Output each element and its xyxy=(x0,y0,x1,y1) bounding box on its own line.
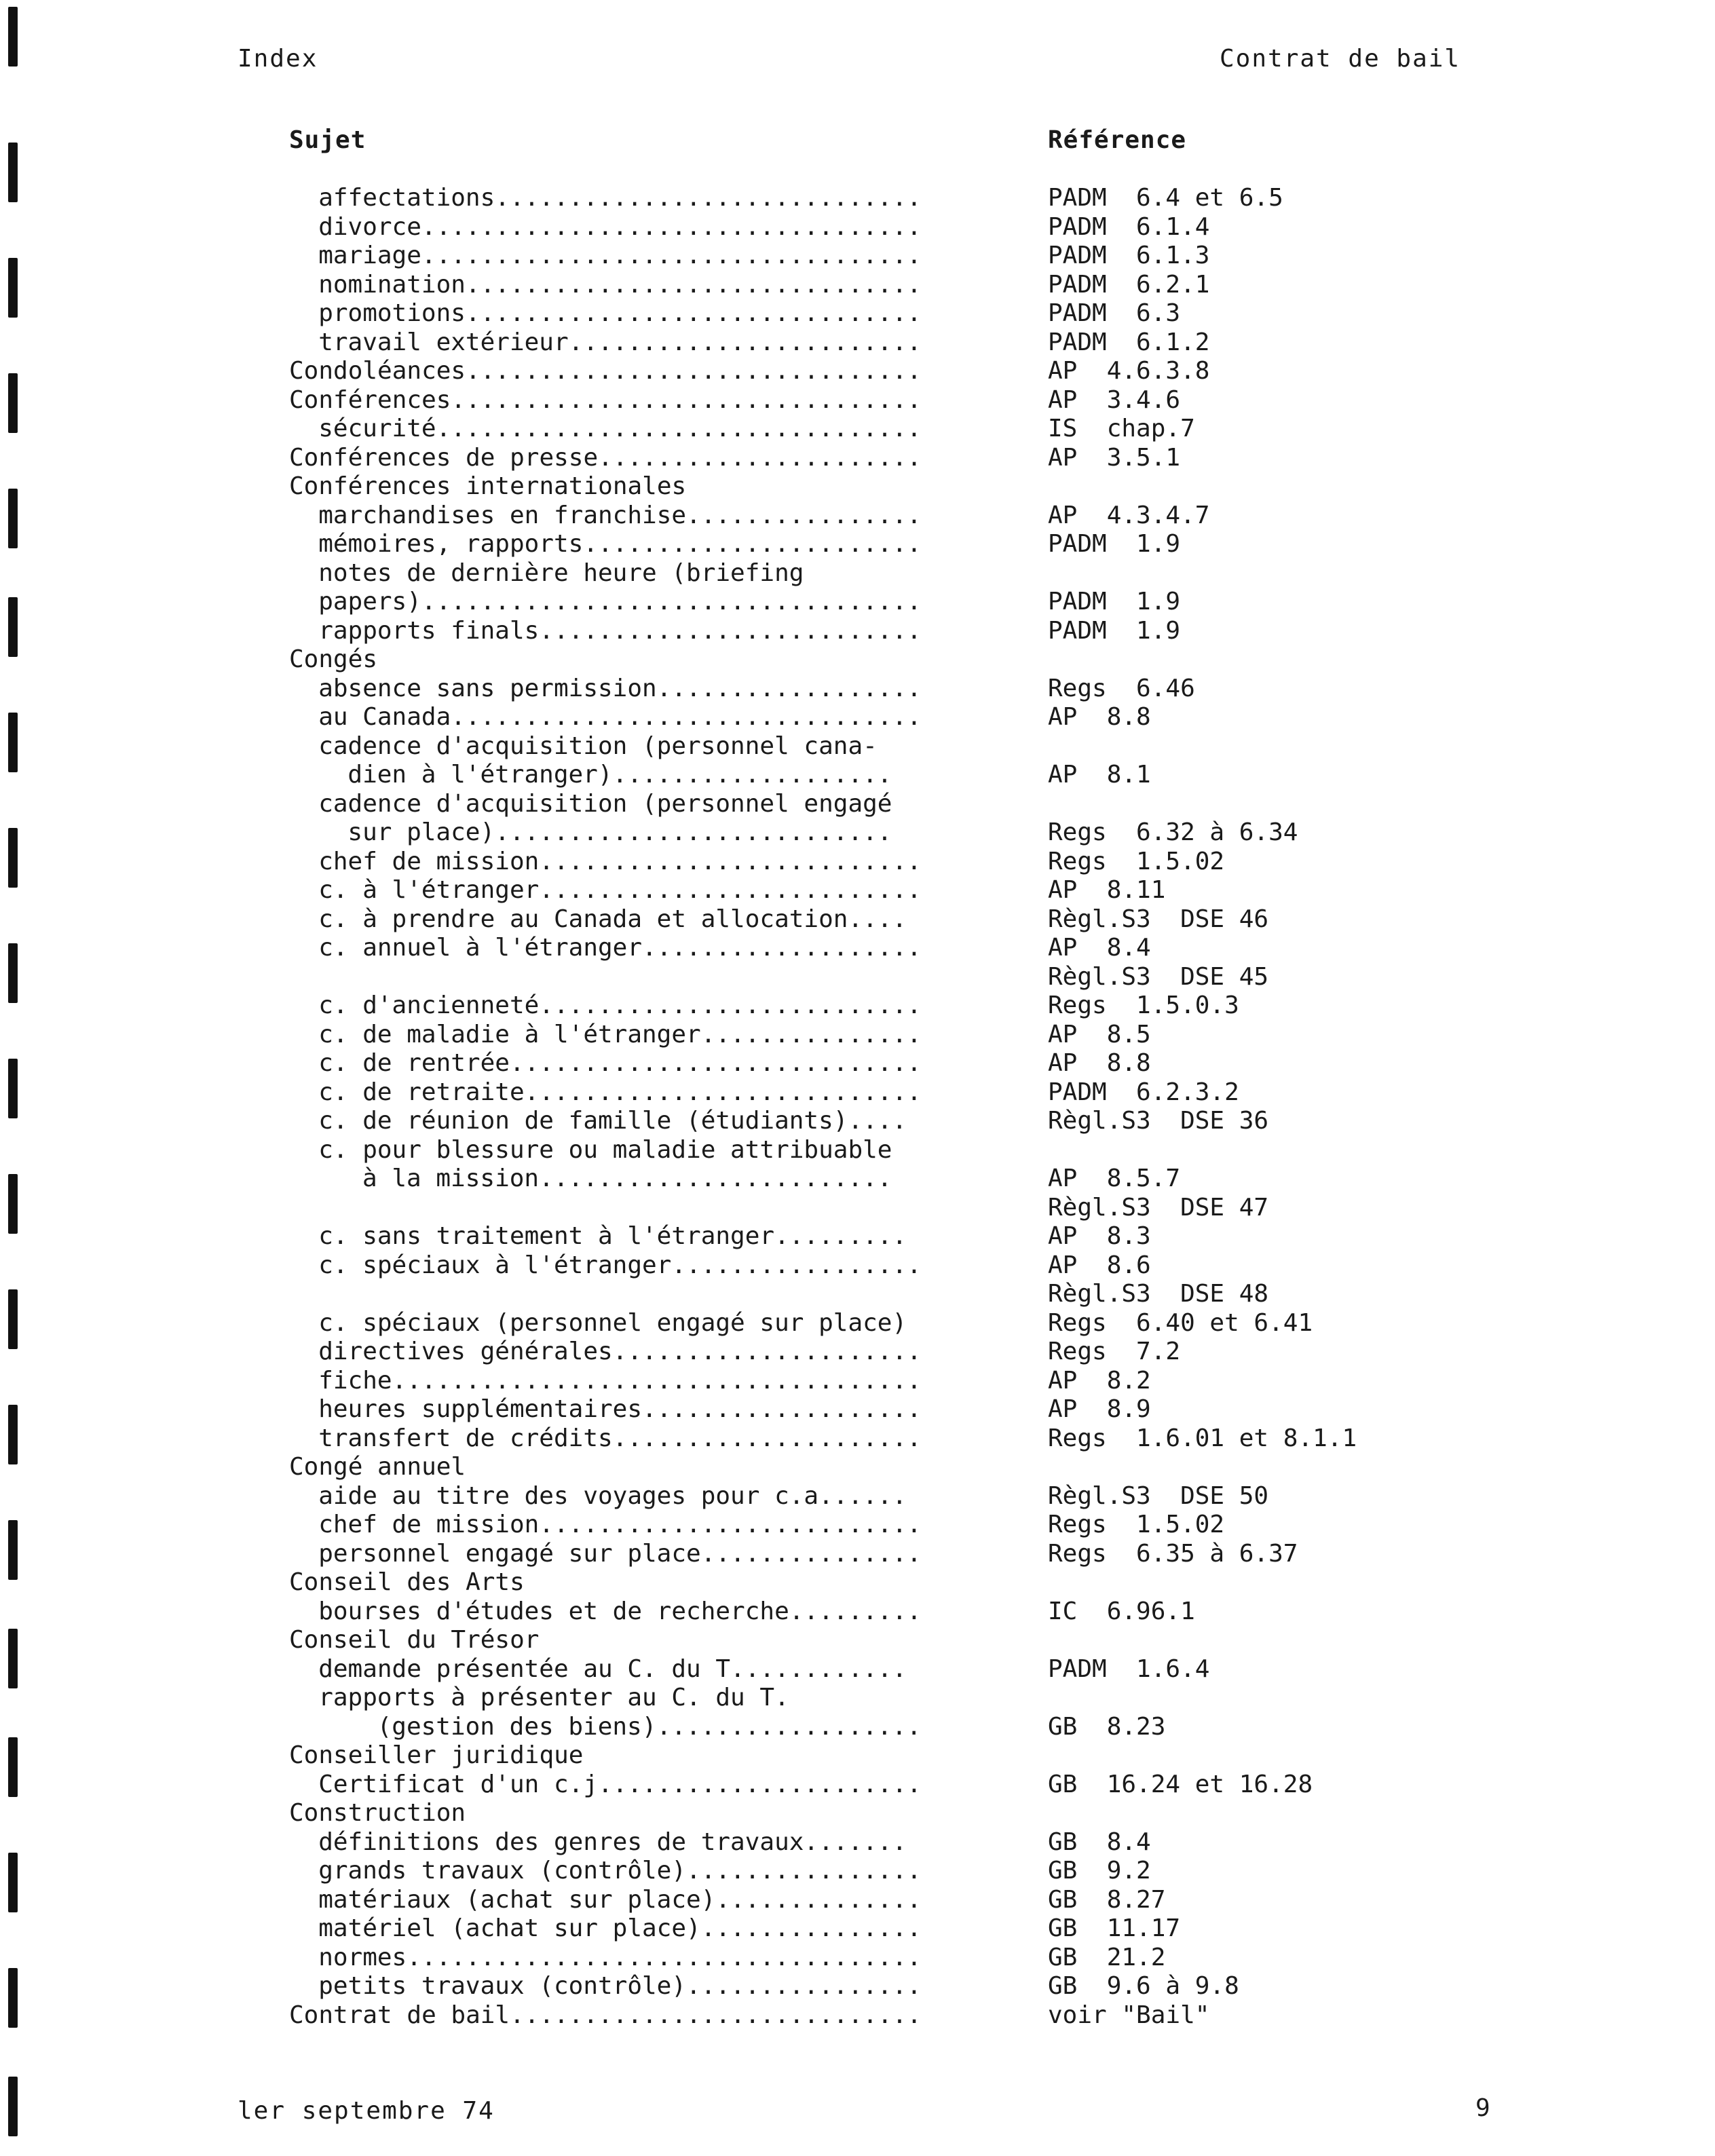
entry-subject: c. à prendre au Canada et allocation.... xyxy=(318,905,907,933)
entry-subject: c. d'ancienneté.......................... xyxy=(318,991,922,1019)
index-entry xyxy=(0,1540,1715,1569)
entry-subject: Conseil du Trésor xyxy=(289,1626,540,1654)
entry-subject: mariage.................................. xyxy=(318,242,922,269)
index-entry xyxy=(0,1511,1715,1540)
entry-subject: c. spéciaux (personnel engagé sur place) xyxy=(318,1308,907,1337)
entry-reference: GB 8.23 xyxy=(1048,1712,1166,1741)
entry-reference: IS chap.7 xyxy=(1048,415,1195,442)
entry-subject: c. de rentrée............................ xyxy=(318,1049,922,1077)
entry-reference: AP 8.1 xyxy=(1048,761,1151,789)
entry-subject: c. à l'étranger.......................... xyxy=(318,876,922,904)
entry-subject: Condoléances............................... xyxy=(289,357,922,385)
entry-subject: directives générales..................... xyxy=(318,1338,922,1365)
entry-subject: divorce.................................. xyxy=(318,212,922,241)
index-entry xyxy=(0,617,1715,646)
index-entry xyxy=(0,905,1715,934)
entry-reference: PADM 6.1.4 xyxy=(1048,212,1210,241)
index-entry xyxy=(0,242,1715,271)
entry-reference: AP 8.8 xyxy=(1048,703,1151,731)
entry-reference: PADM 6.3 xyxy=(1048,299,1181,327)
entry-reference: PADM 1.9 xyxy=(1048,616,1181,645)
entry-reference: Regs 1.5.02 xyxy=(1048,847,1225,875)
entry-subject: petits travaux (contrôle)................ xyxy=(318,1972,922,2000)
entry-reference: PADM 6.4 et 6.5 xyxy=(1048,184,1283,212)
page-number: 9 xyxy=(1475,2094,1492,2122)
entry-reference: Règl.S3 DSE 36 xyxy=(1048,1107,1269,1135)
entry-reference: AP 8.3 xyxy=(1048,1222,1151,1250)
entry-reference: PADM 6.1.2 xyxy=(1048,328,1210,356)
index-entry xyxy=(0,502,1715,531)
entry-subject: cadence d'acquisition (personnel cana- xyxy=(318,732,878,760)
entry-subject: (gestion des biens).................. xyxy=(377,1712,922,1741)
entry-reference: GB 16.24 et 16.28 xyxy=(1048,1770,1313,1798)
entry-subject: c. de retraite........................... xyxy=(318,1078,922,1106)
entry-subject: cadence d'acquisition (personnel engagé xyxy=(318,789,892,818)
entry-reference: AP 8.5.7 xyxy=(1048,1165,1181,1192)
entry-subject: demande présentée au C. du T............ xyxy=(318,1654,907,1683)
entry-subject: rapports finals.......................... xyxy=(318,616,922,645)
index-entry xyxy=(0,1424,1715,1454)
index-entry xyxy=(0,703,1715,732)
footer-date: ler septembre 74 xyxy=(238,2097,495,2125)
index-entry xyxy=(0,1395,1715,1424)
index-entry xyxy=(0,1799,1715,1828)
entry-reference: GB 21.2 xyxy=(1048,1943,1166,1971)
entry-subject: heures supplémentaires................... xyxy=(318,1395,922,1423)
index-entry xyxy=(0,1568,1715,1597)
entry-subject: c. spéciaux à l'étranger................. xyxy=(318,1251,922,1279)
entry-reference: Règl.S3 DSE 46 xyxy=(1048,905,1269,933)
entry-reference: AP 8.2 xyxy=(1048,1366,1151,1395)
index-entry xyxy=(0,1367,1715,1396)
entry-subject: grands travaux (contrôle)................ xyxy=(318,1857,922,1885)
index-entry xyxy=(0,444,1715,473)
index-entry xyxy=(0,1914,1715,1944)
entry-reference: AP 4.6.3.8 xyxy=(1048,357,1210,385)
entry-subject: Conférences internationales xyxy=(289,472,687,500)
entry-reference: PADM 1.9 xyxy=(1048,530,1181,558)
index-entry xyxy=(0,1453,1715,1482)
index-entry xyxy=(0,1338,1715,1367)
entry-reference: AP 8.6 xyxy=(1048,1251,1151,1279)
index-entry xyxy=(0,1222,1715,1251)
index-entry xyxy=(0,848,1715,877)
entry-subject: c. pour blessure ou maladie attribuable xyxy=(318,1135,892,1164)
entry-subject: définitions des genres de travaux....... xyxy=(318,1828,907,1856)
entry-subject: Construction xyxy=(289,1799,466,1827)
entry-subject: Congé annuel xyxy=(289,1453,466,1481)
entry-subject: aide au titre des voyages pour c.a...... xyxy=(318,1481,907,1510)
entry-subject: fiche.................................... xyxy=(318,1366,922,1395)
entry-reference: GB 9.6 à 9.8 xyxy=(1048,1972,1239,2000)
index-entry xyxy=(0,357,1715,386)
column-heading-reference: Référence xyxy=(1048,126,1187,154)
entry-reference: IC 6.96.1 xyxy=(1048,1597,1195,1625)
index-entry xyxy=(0,472,1715,502)
entry-reference: Regs 1.6.01 et 8.1.1 xyxy=(1048,1424,1357,1452)
entry-reference: voir "Bail" xyxy=(1048,2001,1210,2029)
entry-subject: normes................................... xyxy=(318,1943,922,1971)
entry-reference: PADM 1.6.4 xyxy=(1048,1654,1210,1683)
index-entry xyxy=(0,1597,1715,1627)
header-right: Contrat de bail xyxy=(1220,45,1461,73)
index-entries xyxy=(0,184,1715,2030)
entry-reference: PADM 6.2.1 xyxy=(1048,270,1210,299)
index-entry xyxy=(0,184,1715,213)
entry-subject: marchandises en franchise................ xyxy=(318,501,922,529)
entry-reference: Regs 6.35 à 6.37 xyxy=(1048,1539,1298,1568)
entry-reference: AP 4.3.4.7 xyxy=(1048,501,1210,529)
entry-subject: matériaux (achat sur place).............. xyxy=(318,1885,922,1914)
entry-subject: personnel engagé sur place............... xyxy=(318,1539,922,1568)
entry-subject: Conférences................................ xyxy=(289,385,922,414)
index-entry xyxy=(0,588,1715,617)
index-entry xyxy=(0,1944,1715,1973)
entry-reference: GB 11.17 xyxy=(1048,1914,1181,1942)
entry-subject: affectations............................. xyxy=(318,184,922,212)
entry-reference: PADM 1.9 xyxy=(1048,588,1181,616)
entry-reference: AP 8.5 xyxy=(1048,1020,1151,1048)
binding-ring xyxy=(8,7,18,67)
index-entry xyxy=(0,271,1715,300)
entry-reference: GB 9.2 xyxy=(1048,1857,1151,1885)
entry-reference: Regs 7.2 xyxy=(1048,1338,1181,1365)
entry-reference: GB 8.27 xyxy=(1048,1885,1166,1914)
index-entry xyxy=(0,213,1715,242)
index-entry xyxy=(0,1107,1715,1136)
index-entry xyxy=(0,1972,1715,2001)
index-entry xyxy=(0,1251,1715,1281)
entry-subject: chef de mission.......................... xyxy=(318,847,922,875)
entry-subject: c. annuel à l'étranger................... xyxy=(318,934,922,962)
index-entry xyxy=(0,645,1715,675)
index-entry xyxy=(0,818,1715,848)
entry-subject: chef de mission.......................... xyxy=(318,1511,922,1538)
column-heading-subject: Sujet xyxy=(289,126,366,154)
index-entry xyxy=(0,1886,1715,1915)
index-entry xyxy=(0,790,1715,819)
index-entry xyxy=(0,963,1715,992)
entry-subject: Conseil des Arts xyxy=(289,1568,525,1596)
entry-reference: Règl.S3 DSE 50 xyxy=(1048,1481,1269,1510)
entry-reference: AP 8.4 xyxy=(1048,934,1151,962)
entry-reference: Regs 1.5.02 xyxy=(1048,1511,1225,1538)
index-entry xyxy=(0,1280,1715,1309)
entry-reference: AP 8.11 xyxy=(1048,876,1166,904)
index-entry xyxy=(0,1049,1715,1078)
index-entry xyxy=(0,761,1715,790)
entry-subject: matériel (achat sur place)............... xyxy=(318,1914,922,1942)
entry-subject: dien à l'étranger)................... xyxy=(347,761,892,789)
index-entry xyxy=(0,1165,1715,1194)
entry-subject: Certificat d'un c.j...................... xyxy=(318,1770,922,1798)
entry-subject: Conseiller juridique xyxy=(289,1741,584,1769)
index-entry xyxy=(0,1482,1715,1511)
index-entry xyxy=(0,328,1715,358)
index-entry xyxy=(0,2001,1715,2030)
entry-subject: Contrat de bail............................ xyxy=(289,2001,922,2029)
index-entry xyxy=(0,675,1715,704)
entry-reference: AP 8.8 xyxy=(1048,1049,1151,1077)
entry-reference: Règl.S3 DSE 45 xyxy=(1048,962,1269,991)
entry-subject: papers).................................. xyxy=(318,588,922,616)
entry-subject: notes de dernière heure (briefing xyxy=(318,559,804,587)
index-entry xyxy=(0,732,1715,761)
entry-subject: absence sans permission.................. xyxy=(318,674,922,702)
entry-reference: Règl.S3 DSE 47 xyxy=(1048,1193,1269,1222)
entry-reference: Regs 6.46 xyxy=(1048,674,1195,702)
index-entry xyxy=(0,991,1715,1021)
index-entry xyxy=(0,1078,1715,1108)
entry-subject: Congés xyxy=(289,645,378,673)
index-entry xyxy=(0,1309,1715,1338)
entry-subject: mémoires, rapports....................... xyxy=(318,530,922,558)
index-entry xyxy=(0,1771,1715,1800)
entry-subject: nomination............................... xyxy=(318,270,922,299)
header-left: Index xyxy=(238,45,318,73)
binding-ring xyxy=(8,2077,18,2136)
index-entry xyxy=(0,1684,1715,1713)
entry-reference: Regs 6.32 à 6.34 xyxy=(1048,818,1298,846)
index-entry xyxy=(0,1626,1715,1655)
index-entry xyxy=(0,1021,1715,1050)
entry-subject: sur place)........................... xyxy=(347,818,892,846)
entry-reference: Règl.S3 DSE 48 xyxy=(1048,1280,1269,1308)
entry-subject: c. sans traitement à l'étranger......... xyxy=(318,1222,907,1250)
index-entry xyxy=(0,299,1715,328)
entry-reference: AP 8.9 xyxy=(1048,1395,1151,1423)
index-entry xyxy=(0,530,1715,559)
entry-subject: au Canada................................ xyxy=(318,703,922,731)
entry-subject: c. de réunion de famille (étudiants).... xyxy=(318,1107,907,1135)
entry-reference: Regs 1.5.0.3 xyxy=(1048,991,1239,1019)
index-entry xyxy=(0,559,1715,588)
entry-subject: promotions............................... xyxy=(318,299,922,327)
index-entry xyxy=(0,1828,1715,1857)
entry-reference: AP 3.4.6 xyxy=(1048,385,1181,414)
entry-reference: PADM 6.2.3.2 xyxy=(1048,1078,1239,1106)
entry-subject: c. de maladie à l'étranger............... xyxy=(318,1020,922,1048)
index-entry xyxy=(0,386,1715,415)
index-entry xyxy=(0,1194,1715,1223)
entry-reference: PADM 6.1.3 xyxy=(1048,242,1210,269)
index-entry xyxy=(0,1136,1715,1165)
index-entry xyxy=(0,415,1715,444)
index-entry xyxy=(0,1713,1715,1742)
index-entry xyxy=(0,1741,1715,1771)
index-entry xyxy=(0,934,1715,963)
index-entry xyxy=(0,1857,1715,1886)
entry-subject: bourses d'études et de recherche......... xyxy=(318,1597,922,1625)
index-entry xyxy=(0,876,1715,905)
entry-subject: Conférences de presse...................... xyxy=(289,443,922,472)
entry-subject: à la mission........................ xyxy=(362,1165,892,1192)
entry-reference: AP 3.5.1 xyxy=(1048,443,1181,472)
entry-reference: Regs 6.40 et 6.41 xyxy=(1048,1308,1313,1337)
entry-subject: sécurité................................. xyxy=(318,415,922,442)
entry-reference: GB 8.4 xyxy=(1048,1828,1151,1856)
entry-subject: transfert de crédits..................... xyxy=(318,1424,922,1452)
entry-subject: travail extérieur........................ xyxy=(318,328,922,356)
entry-subject: rapports à présenter au C. du T. xyxy=(318,1684,789,1711)
index-entry xyxy=(0,1655,1715,1684)
